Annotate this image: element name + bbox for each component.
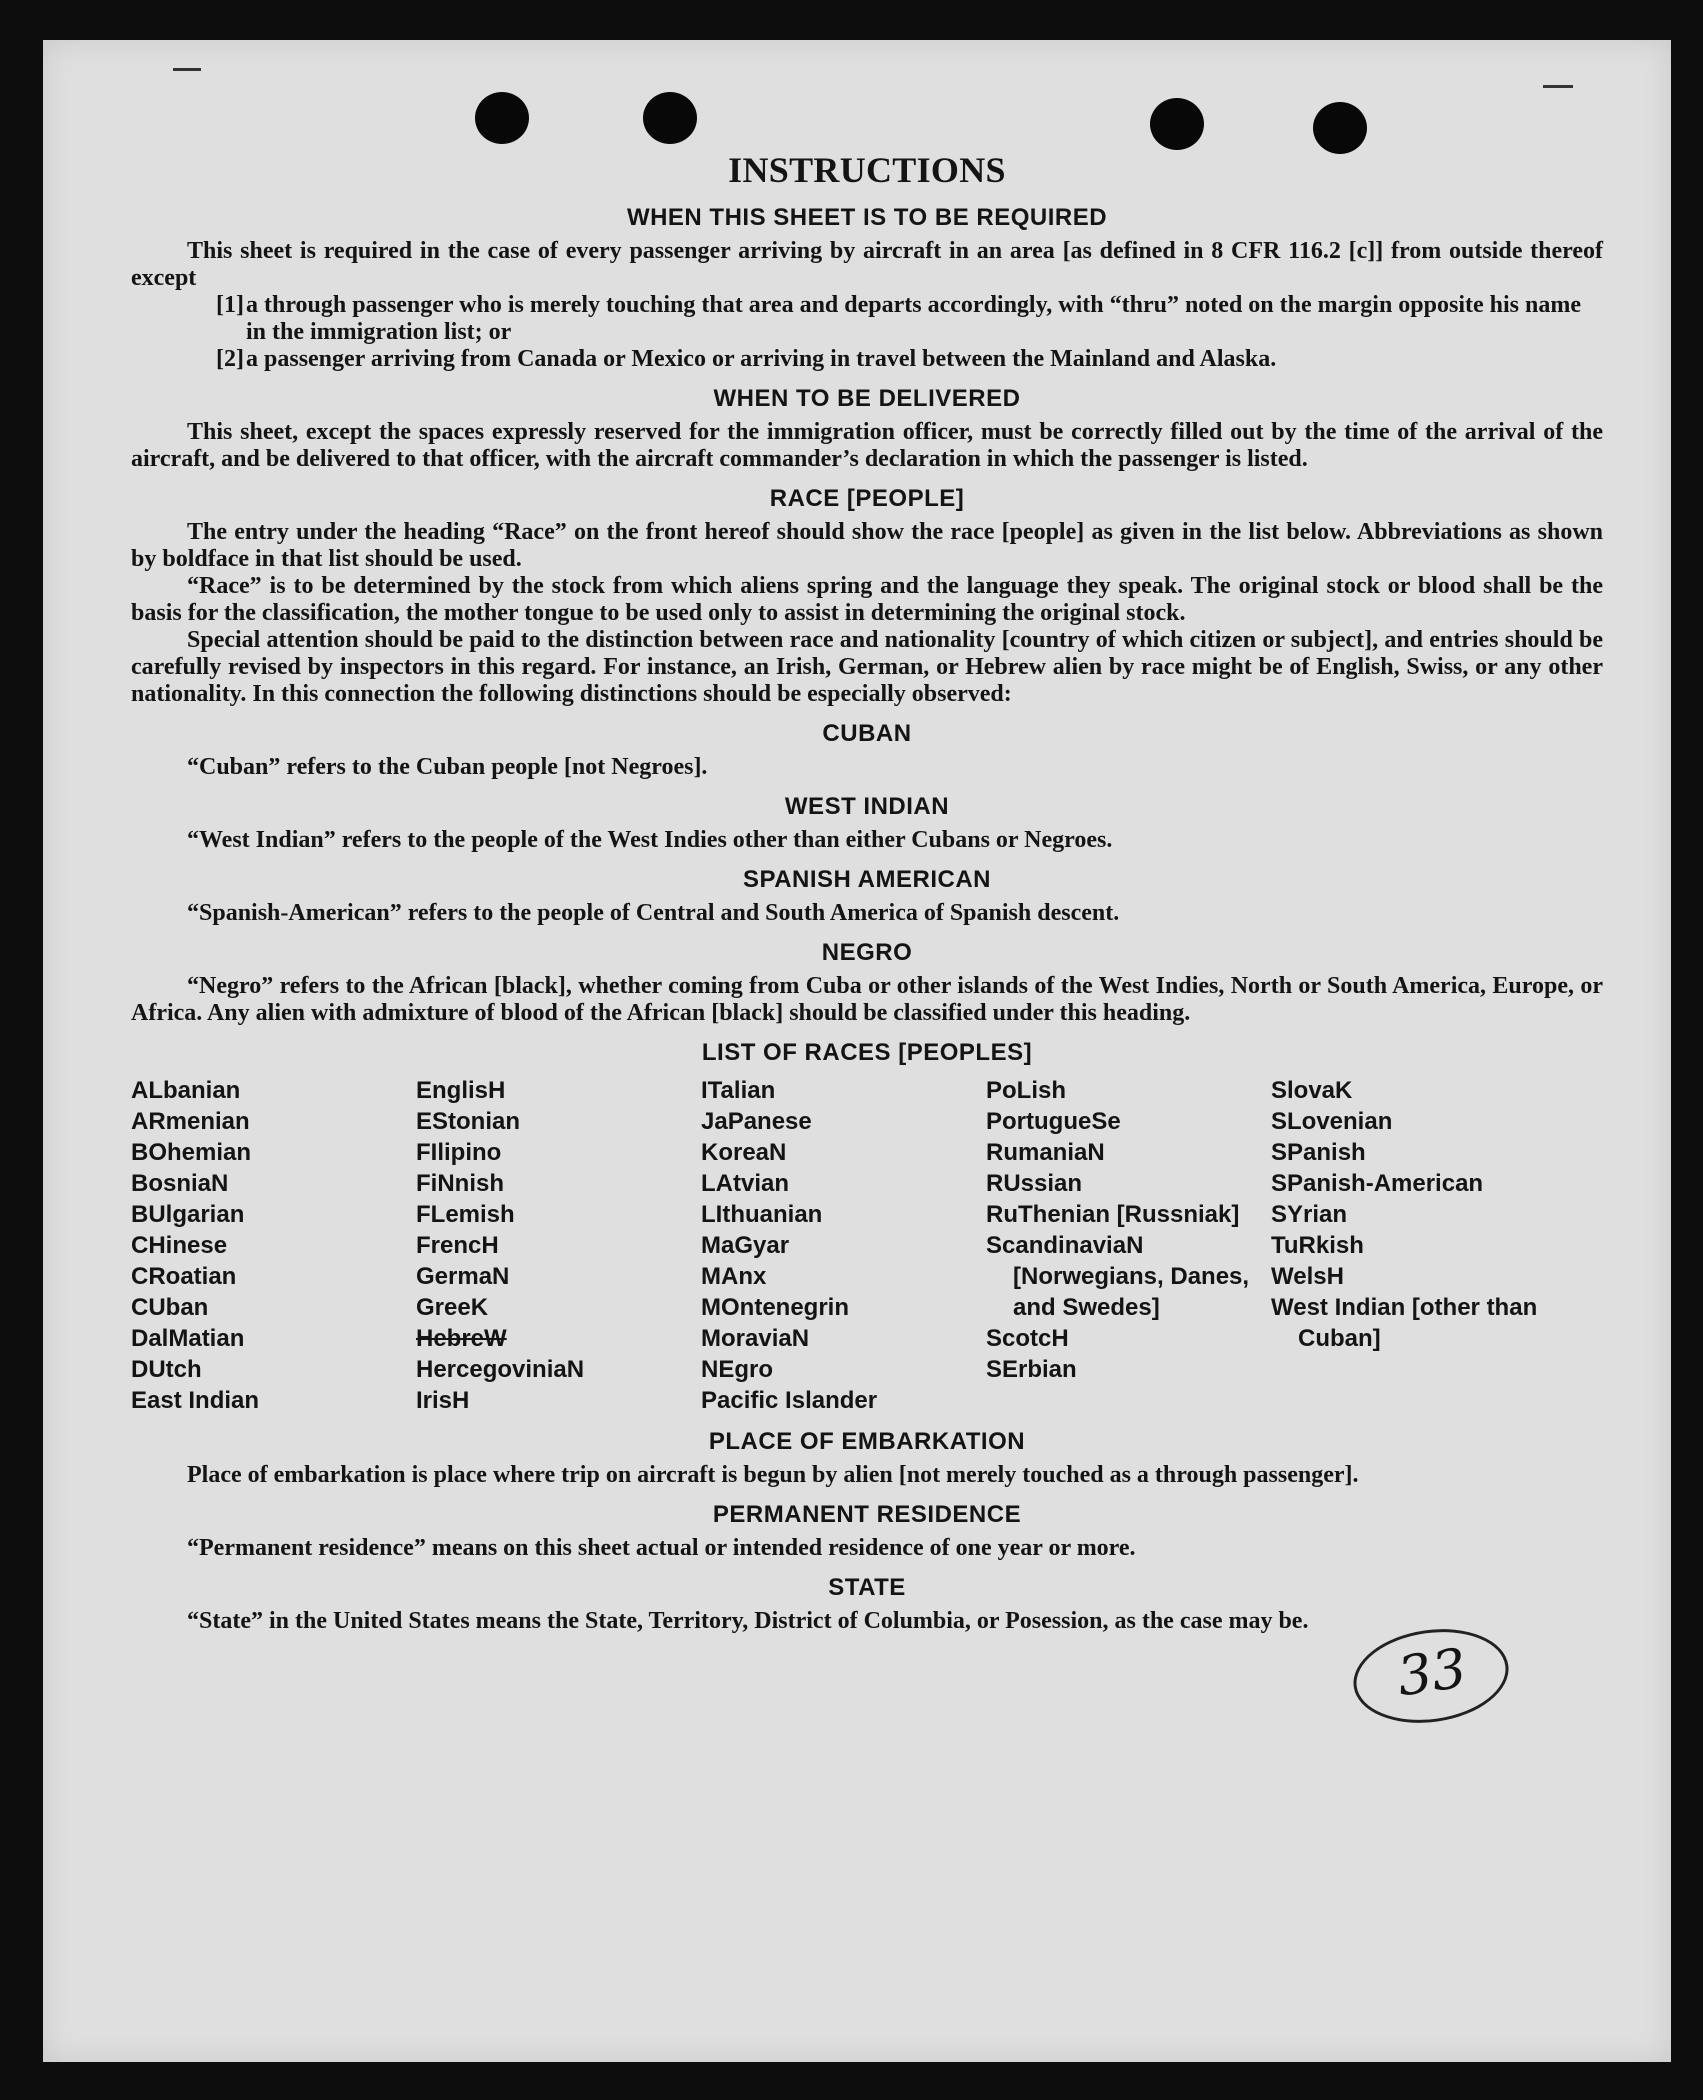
race-paragraph-2: “Race” is to be determined by the stock from which aliens spring and the language they speak. The original stock or blood shall be the basis for the classification, the mother tongue to be used only to assist in determining the original stock. [131,573,1603,626]
document-page [43,40,1671,2062]
page-title: INSTRUCTIONS [728,150,1006,190]
item-number: [2] [216,346,244,372]
punch-hole [1150,98,1204,150]
race-item: KoreaN [701,1139,787,1166]
race-item: SPanish-American [1271,1170,1484,1197]
race-item: DUtch [131,1356,202,1383]
race-item: SYrian [1271,1201,1348,1228]
race-item: IrisH [416,1387,470,1414]
race-item: MoraviaN [701,1325,810,1352]
race-item: ARmenian [131,1108,250,1135]
item-text: a through passenger who is merely touching that area and departs accordingly, with “thru” noted on the margin opposite his name in the immigration list; or [246,292,1581,345]
section-heading-embarkation: PLACE OF EMBARKATION [708,1428,1026,1455]
scan-mark [173,68,201,71]
race-item: LAtvian [701,1170,790,1197]
race-item: RumaniaN [986,1139,1105,1166]
required-intro: This sheet is required in the case of every passenger arriving by aircraft in an area [as defined in 8 CFR 116.2 [c]] from outside thereof except [131,238,1603,291]
race-paragraph-3: Special attention should be paid to the distinction between race and nationality [country of which citizen or subject], and entries should be carefully revised by inspectors in this regard. For instance, an Irish, German, or Hebrew alien by race might be of English, Swiss, or any other nationality. In this connection the following distinctions should be especially observed: [131,627,1603,707]
race-item: NEgro [701,1356,773,1383]
item-text: a passenger arriving from Canada or Mexico or arriving in travel between the Mainland and Alaska. [246,346,1277,372]
residence-text: “Permanent residence” means on this sheet actual or intended residence of one year or more. [187,1535,1136,1561]
race-item: CRoatian [131,1263,237,1290]
race-item: GermaN [416,1263,510,1290]
section-heading-negro: NEGRO [821,939,913,966]
cuban-text: “Cuban” refers to the Cuban people [not Negroes]. [187,754,708,780]
race-item: EnglisH [416,1077,506,1104]
punch-hole [643,92,697,144]
race-item: BUlgarian [131,1201,245,1228]
required-item-2 [216,346,1603,373]
race-item: ITalian [701,1077,776,1104]
state-text: “State” in the United States means the State, Territory, District of Columbia, or Posession, as the case may be. [187,1608,1309,1634]
race-item: LIthuanian [701,1201,823,1228]
race-item: MaGyar [701,1232,790,1259]
handwritten-annotation-text: 33 [1393,1636,1471,1709]
race-item: FiNnish [416,1170,504,1197]
handwritten-annotation [1347,1620,1514,1733]
west-indian-text: “West Indian” refers to the people of the West Indies other than either Cubans or Negroes. [187,827,1113,853]
race-item: CHinese [131,1232,228,1259]
section-heading-residence: PERMANENT RESIDENCE [712,1501,1022,1528]
race-paragraph-1: The entry under the heading “Race” on the front hereof should show the race [people] as given in the list below. Abbreviations as shown by boldface in that list should be used. [131,519,1603,572]
section-heading-west-indian: WEST INDIAN [784,793,950,820]
race-item: RUssian [986,1170,1083,1197]
race-item: MAnx [701,1263,767,1290]
race-item: WelsH [1271,1263,1344,1290]
section-heading-delivered: WHEN TO BE DELIVERED [713,385,1021,412]
section-heading-cuban: CUBAN [822,720,912,747]
race-item: SErbian [986,1356,1077,1383]
race-item: East Indian [131,1387,260,1414]
punch-hole [1313,102,1367,154]
race-item: TuRkish [1271,1232,1364,1259]
race-item: MOntenegrin [701,1294,849,1321]
race-item: West Indian [other than Cuban] [1271,1294,1538,1352]
races-list [131,1075,1603,1416]
races-column [701,1075,986,1416]
spanish-american-text: “Spanish-American” refers to the people of Central and South America of Spanish descent. [187,900,1120,926]
section-heading-state: STATE [828,1574,906,1601]
race-item: FrencH [416,1232,499,1259]
races-column [131,1075,416,1416]
section-heading-races-list: LIST OF RACES [PEOPLES] [701,1039,1033,1066]
races-column [416,1075,701,1416]
instructions-content [131,148,1603,1635]
race-item: SLovenian [1271,1108,1393,1135]
scan-mark [1543,85,1573,88]
race-item: FLemish [416,1201,515,1228]
section-heading-spanish-american: SPANISH AMERICAN [742,866,991,893]
race-item: GreeK [416,1294,489,1321]
race-item: RuThenian [Russniak] [986,1201,1240,1228]
races-column [1271,1075,1571,1416]
delivered-text: This sheet, except the spaces expressly reserved for the immigration officer, must be correctly filled out by the time of the arrival of the aircraft, and be delivered to that officer, with the aircraft commander’s declaration in which the passenger is listed. [131,419,1603,472]
section-heading-race: RACE [PEOPLE] [769,485,965,512]
race-item: PortugueSe [986,1108,1121,1135]
race-item: SPanish [1271,1139,1366,1166]
race-item: DalMatian [131,1325,245,1352]
race-item: FIlipino [416,1139,502,1166]
race-item: ALbanian [131,1077,241,1104]
embarkation-text: Place of embarkation is place where trip on aircraft is begun by alien [not merely touched as a through passenger]. [187,1462,1359,1488]
race-item: EStonian [416,1108,521,1135]
item-number: [1] [216,292,244,318]
race-item: BOhemian [131,1139,252,1166]
race-item: PoLish [986,1077,1067,1104]
races-column [986,1075,1271,1416]
punch-hole [475,92,529,144]
race-item: ScotcH [986,1325,1069,1352]
race-item: Pacific Islander [701,1387,878,1414]
race-item: CUban [131,1294,209,1321]
race-item: BosniaN [131,1170,229,1197]
race-item: ScandinaviaN [Norwegians, Danes, and Swedes] [986,1232,1250,1321]
section-heading-required: WHEN THIS SHEET IS TO BE REQUIRED [626,204,1108,231]
required-item-1 [216,292,1603,346]
race-item: HercegoviniaN [416,1356,585,1383]
race-item: SlovaK [1271,1077,1353,1104]
race-item: HebreW [416,1325,507,1352]
race-item: JaPanese [701,1108,812,1135]
negro-text: “Negro” refers to the African [black], whether coming from Cuba or other islands of the West Indies, North or South America, Europe, or Africa. Any alien with admixture of blood of the African [black] should be classified under this heading. [131,973,1603,1026]
